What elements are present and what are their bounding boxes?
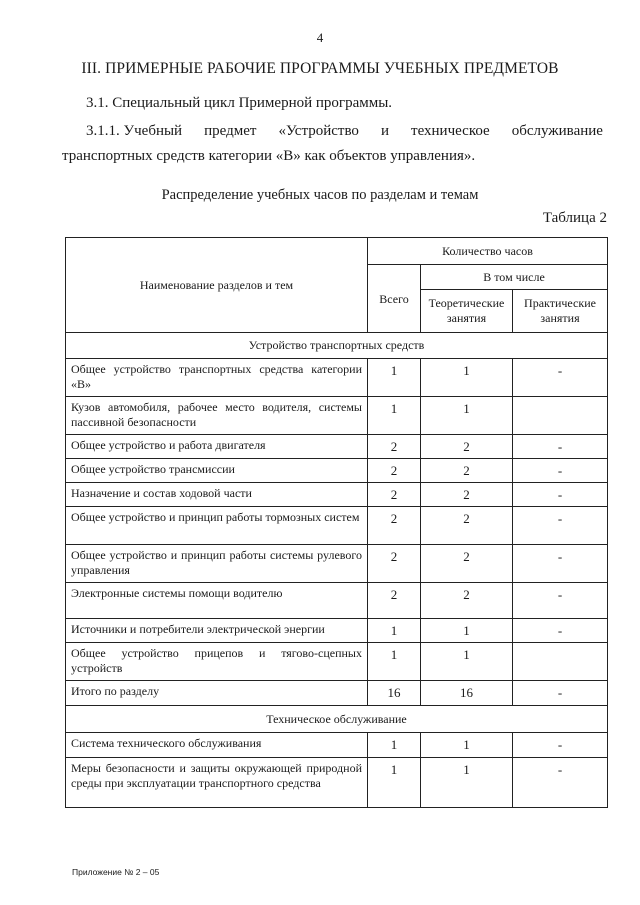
practice-hours-cell: - bbox=[513, 459, 608, 483]
total-hours-cell: 2 bbox=[368, 507, 421, 545]
total-hours-cell: 2 bbox=[368, 545, 421, 583]
total-hours-cell: 1 bbox=[368, 733, 421, 758]
footer-note: Приложение № 2 – 05 bbox=[72, 867, 160, 877]
topic-name-cell: Назначение и состав ходовой части bbox=[66, 483, 368, 507]
topic-name-cell: Кузов автомобиля, рабочее место водителя, системы пассивной безопасности bbox=[66, 397, 368, 435]
table-row bbox=[66, 619, 608, 643]
total-hours-cell: 2 bbox=[368, 435, 421, 459]
total-hours-cell: 1 bbox=[368, 758, 421, 808]
paragraph-word: предмет bbox=[204, 123, 257, 139]
paragraph-3-1-1-continuation: транспортных средств категории «В» как объектов управления». bbox=[62, 148, 476, 164]
section-row bbox=[66, 333, 608, 359]
table-row bbox=[66, 483, 608, 507]
total-hours-cell: 16 bbox=[368, 681, 421, 706]
header-hours: Количество часов bbox=[368, 238, 608, 265]
paragraph-3-1: 3.1. Специальный цикл Примерной программы. bbox=[86, 95, 393, 111]
total-hours-cell: 1 bbox=[368, 359, 421, 397]
topic-name-cell: Система технического обслуживания bbox=[66, 733, 368, 758]
total-hours-cell: 2 bbox=[368, 459, 421, 483]
practice-hours-cell: - bbox=[513, 435, 608, 459]
paragraph-word: «Устройство bbox=[278, 123, 359, 139]
total-hours-cell: 2 bbox=[368, 583, 421, 619]
table-row bbox=[66, 459, 608, 483]
practice-hours-cell: - bbox=[513, 681, 608, 706]
practice-hours-cell: - bbox=[513, 733, 608, 758]
practice-hours-cell: - bbox=[513, 359, 608, 397]
header-topic-name: Наименование разделов и тем bbox=[66, 238, 368, 333]
theory-hours-cell: 2 bbox=[421, 583, 513, 619]
theory-hours-cell: 1 bbox=[421, 359, 513, 397]
practice-hours-cell: - bbox=[513, 483, 608, 507]
table-row bbox=[66, 507, 608, 545]
section-title: Техническое обслуживание bbox=[66, 706, 608, 733]
table-row bbox=[66, 758, 608, 808]
topic-name-cell: Меры безопасности и защиты окружающей природной среды при эксплуатации транспортного средства bbox=[66, 758, 368, 808]
table-row bbox=[66, 545, 608, 583]
theory-hours-cell: 2 bbox=[421, 545, 513, 583]
header-practice: Практические занятия bbox=[513, 290, 608, 333]
paragraph-3-1-1 bbox=[86, 123, 603, 140]
topic-name-cell: Общее устройство прицепов и тягово-сцепных устройств bbox=[66, 643, 368, 681]
table-row bbox=[66, 583, 608, 619]
theory-hours-cell: 1 bbox=[421, 733, 513, 758]
total-hours-cell: 2 bbox=[368, 483, 421, 507]
topic-name-cell: Итого по разделу bbox=[66, 681, 368, 706]
table-body bbox=[66, 333, 608, 808]
theory-hours-cell: 1 bbox=[421, 397, 513, 435]
table-row bbox=[66, 733, 608, 758]
total-hours-cell: 1 bbox=[368, 397, 421, 435]
header-including: В том числе bbox=[421, 265, 608, 290]
topic-name-cell: Источники и потребители электрической энергии bbox=[66, 619, 368, 643]
theory-hours-cell: 2 bbox=[421, 435, 513, 459]
table-caption: Распределение учебных часов по разделам и темам bbox=[161, 187, 479, 203]
total-hours-cell: 1 bbox=[368, 643, 421, 681]
practice-hours-cell: - bbox=[513, 758, 608, 808]
theory-hours-cell: 1 bbox=[421, 643, 513, 681]
paragraph-word: обслуживание bbox=[511, 123, 603, 139]
table-row bbox=[66, 397, 608, 435]
hours-table bbox=[65, 237, 608, 808]
paragraph-word: 3.1.1. Учебный bbox=[86, 123, 183, 139]
table-row bbox=[66, 643, 608, 681]
paragraph-word: техническое bbox=[411, 123, 490, 139]
page-number: 4 bbox=[316, 30, 324, 45]
table-number: Таблица 2 bbox=[542, 210, 607, 226]
practice-hours-cell: - bbox=[513, 619, 608, 643]
theory-hours-cell: 1 bbox=[421, 619, 513, 643]
topic-name-cell: Электронные системы помощи водителю bbox=[66, 583, 368, 619]
topic-name-cell: Общее устройство и работа двигателя bbox=[66, 435, 368, 459]
practice-hours-cell: - bbox=[513, 545, 608, 583]
section-title: Устройство транспортных средств bbox=[66, 333, 608, 359]
header-theory: Теоретические занятия bbox=[421, 290, 513, 333]
theory-hours-cell: 16 bbox=[421, 681, 513, 706]
topic-name-cell: Общее устройство и принцип работы тормозных систем bbox=[66, 507, 368, 545]
total-hours-cell: 1 bbox=[368, 619, 421, 643]
table-row bbox=[66, 359, 608, 397]
paragraph-word: и bbox=[380, 123, 389, 139]
section-row bbox=[66, 706, 608, 733]
practice-hours-cell: - bbox=[513, 583, 608, 619]
theory-hours-cell: 1 bbox=[421, 758, 513, 808]
theory-hours-cell: 2 bbox=[421, 507, 513, 545]
theory-hours-cell: 2 bbox=[421, 483, 513, 507]
theory-hours-cell: 2 bbox=[421, 459, 513, 483]
topic-name-cell: Общее устройство и принцип работы системы рулевого управления bbox=[66, 545, 368, 583]
topic-name-cell: Общее устройство транспортных средства категории «В» bbox=[66, 359, 368, 397]
practice-hours-cell: - bbox=[513, 507, 608, 545]
table-row bbox=[66, 681, 608, 706]
practice-hours-cell bbox=[513, 643, 608, 681]
section-heading: III. ПРИМЕРНЫЕ РАБОЧИЕ ПРОГРАММЫ УЧЕБНЫХ ПРЕДМЕТОВ bbox=[81, 60, 559, 77]
topic-name-cell: Общее устройство трансмиссии bbox=[66, 459, 368, 483]
table-row bbox=[66, 435, 608, 459]
header-total: Всего bbox=[368, 265, 421, 333]
practice-hours-cell bbox=[513, 397, 608, 435]
